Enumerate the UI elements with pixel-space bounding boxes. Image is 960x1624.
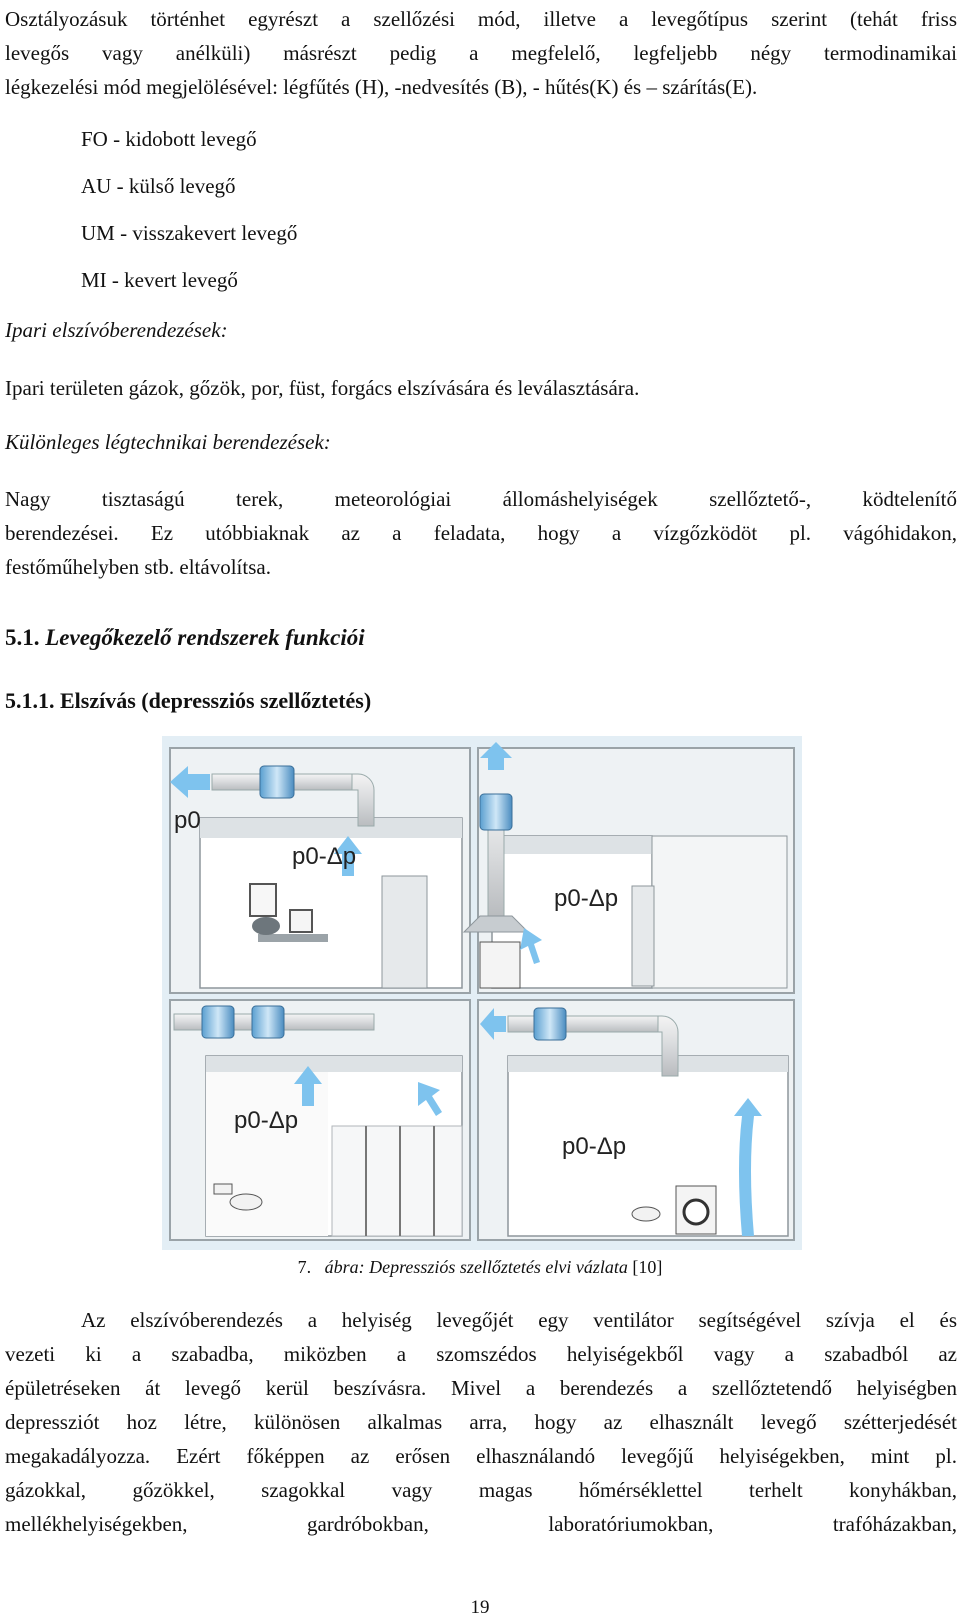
lamp	[252, 917, 280, 935]
desk	[258, 934, 328, 942]
body-line: épületréseken át levegő kerül beszívásra. Mivel a berendezés a szellőztetendő helyiségben	[5, 1376, 957, 1400]
ceiling	[508, 1056, 788, 1072]
fan	[260, 766, 294, 798]
body-line: depressziót hoz létre, különösen alkalmas arra, hogy az elhasznált levegő szétterjedését	[5, 1410, 957, 1434]
washing-machine-door	[684, 1200, 708, 1224]
intro-line: levegős vagy anélküli) másrészt pedig a megfelelő, legfeljebb négy termodinamikai	[5, 41, 957, 65]
special-paragraph	[5, 482, 957, 584]
special-line: berendezései. Ez utóbbiaknak az a feladata, hogy a vízgőzködöt pl. vágóhidakon,	[5, 521, 957, 545]
sink	[214, 1184, 232, 1194]
pressure-label-outside: p0	[174, 807, 201, 834]
body-line: gázokkal, gőzökkel, szagokkal vagy magas hőmérséklettel terhelt konyhákban,	[5, 1478, 957, 1502]
door	[382, 876, 427, 988]
toilet	[632, 1207, 660, 1221]
ceiling	[200, 818, 462, 838]
ventilation-diagram	[162, 736, 802, 1250]
body-line: Az elszívóberendezés a helyiség levegőjét egy ventilátor segítségével szívja el és	[81, 1308, 957, 1332]
pressure-label-room: p0-Δp	[234, 1107, 299, 1134]
page-number: 19	[470, 1597, 490, 1618]
room-adjacent	[652, 836, 787, 988]
section-number: 5.1.	[5, 625, 40, 650]
door	[632, 886, 654, 986]
figure-caption	[0, 1257, 960, 1278]
monitor	[290, 910, 312, 932]
body-paragraph	[5, 1303, 957, 1541]
caption-text: ábra: Depressziós szellőztetés elvi vázlata	[324, 1257, 628, 1277]
industrial-text: Ipari területen gázok, gőzök, por, füst, forgács elszívására és leválasztására.	[5, 376, 640, 400]
ceiling	[206, 1056, 462, 1072]
section-title: Levegőkezelő rendszerek funkciói	[45, 625, 365, 650]
industrial-heading: Ipari elszívóberendezések:	[5, 318, 228, 342]
air-type-item: UM - visszakevert levegő	[81, 221, 298, 245]
subsection-heading: 5.1.1. Elszívás (depressziós szellőztetés)	[5, 688, 372, 713]
fan	[534, 1008, 566, 1040]
air-type-item: MI - kevert levegő	[81, 268, 238, 292]
section-heading	[5, 625, 365, 651]
air-type-item: AU - külső levegő	[81, 174, 236, 198]
intro-line: légkezelési mód megjelölésével: légfűtés (H), -nedvesítés (B), - hűtés(K) és – szárítás(E).	[5, 75, 758, 99]
fan	[202, 1006, 234, 1038]
air-type-item: FO - kidobott levegő	[81, 127, 257, 151]
fan	[252, 1006, 284, 1038]
special-heading: Különleges légtechnikai berendezések:	[5, 430, 331, 454]
pressure-label-room: p0-Δp	[554, 885, 619, 912]
stove	[480, 942, 520, 988]
picture-frame	[250, 884, 276, 916]
special-line: festőműhelyben stb. eltávolítsa.	[5, 555, 271, 579]
toilet	[230, 1194, 262, 1210]
pressure-label-room: p0-Δp	[562, 1133, 627, 1160]
special-line: Nagy tisztaságú terek, meteorológiai állomáshelyiségek szellőztető-, ködtelenítő	[5, 487, 957, 511]
caption-number: 7.	[297, 1257, 312, 1277]
caption-ref: [10]	[632, 1257, 663, 1277]
body-line: mellékhelyiségekben, gardróbokban, laboratóriumokban, trafóházakban,	[5, 1512, 957, 1536]
intro-paragraph	[5, 2, 957, 104]
body-line: megakadályozza. Ezért főképpen az erősen elhasználandó levegőjű helyiségekben, mint pl.	[5, 1444, 957, 1468]
fan	[480, 794, 512, 830]
duct	[508, 1016, 658, 1032]
pressure-label-room: p0-Δp	[292, 843, 357, 870]
body-line: vezeti ki a szabadba, miközben a szomszédos helyiségekből vagy a szabadból az	[5, 1342, 957, 1366]
intro-line: Osztályozásuk történhet egyrészt a szellőzési mód, illetve a levegőtípus szerint (tehát friss	[5, 7, 957, 31]
ceiling	[492, 836, 652, 854]
stalls	[332, 1126, 462, 1236]
